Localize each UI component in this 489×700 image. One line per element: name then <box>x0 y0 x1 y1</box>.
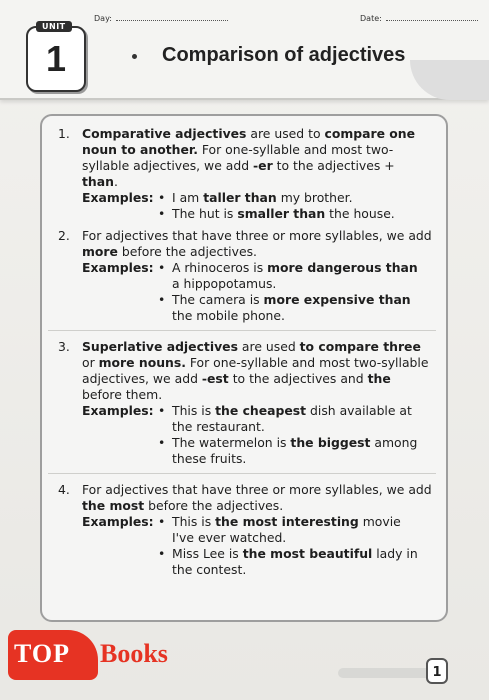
text: For adjectives that have three or more syllables, we add <box>82 482 432 497</box>
bold-text: smaller than <box>237 206 326 221</box>
examples-list <box>158 190 426 222</box>
date-field <box>360 14 478 23</box>
example-item <box>158 546 426 578</box>
bold-text: more dangerous than <box>267 260 418 275</box>
rule-number: 2. <box>58 228 70 243</box>
divider <box>48 330 436 331</box>
rule-3 <box>58 339 432 467</box>
example-item <box>158 190 426 206</box>
examples-label: Examples: <box>82 403 154 418</box>
examples <box>82 403 432 467</box>
date-label: Date: <box>360 14 382 23</box>
rule-text <box>82 339 432 403</box>
example-item <box>158 292 426 324</box>
examples-list <box>158 514 426 578</box>
bold-text: the biggest <box>290 435 371 450</box>
logo-top-block <box>8 630 98 680</box>
text: movie I've ever watched. <box>172 514 401 545</box>
rule-number: 1. <box>58 126 70 141</box>
bold-text: the most interesting <box>215 514 359 529</box>
text: the house. <box>325 206 395 221</box>
text: a hippopotamus. <box>172 276 277 291</box>
text: The hut is <box>172 206 238 221</box>
divider <box>48 473 436 474</box>
text: A rhinoceros is <box>172 260 268 275</box>
examples-label: Examples: <box>82 260 154 275</box>
topbooks-logo <box>8 630 218 680</box>
examples-list <box>158 403 426 467</box>
page-number: 1 <box>426 658 448 684</box>
bold-text: compare one noun to another. <box>82 126 416 157</box>
bold-text: the cheapest <box>215 403 307 418</box>
unit-label: UNIT <box>36 21 72 32</box>
rule-text <box>82 482 432 514</box>
logo-books-text: Books <box>100 639 168 668</box>
bold-text: Comparative adjectives <box>82 126 247 141</box>
bold-text: -er <box>253 158 273 173</box>
text: among these fruits. <box>172 435 418 466</box>
logo-top-text: TOP <box>14 639 70 668</box>
day-label: Day: <box>94 14 112 23</box>
example-item <box>158 206 426 222</box>
text: Miss Lee is <box>172 546 243 561</box>
text: are used <box>237 339 300 354</box>
examples <box>82 190 432 222</box>
date-blank <box>386 20 478 21</box>
text: before the adjectives. <box>144 498 284 513</box>
bold-text: the most <box>82 498 145 513</box>
example-item <box>158 403 426 435</box>
examples-label: Examples: <box>82 514 154 529</box>
text: or <box>82 355 99 370</box>
text: dish available at the restaurant. <box>172 403 412 434</box>
text: before them. <box>82 387 163 402</box>
text: For adjectives that have three or more syllables, we add <box>82 228 432 243</box>
bold-text: taller than <box>203 190 277 205</box>
text: to the adjectives and <box>228 371 368 386</box>
text: . <box>113 174 118 189</box>
rule-1 <box>58 126 432 222</box>
rule-4 <box>58 482 432 578</box>
examples-list <box>158 260 426 324</box>
rules-box <box>40 114 448 622</box>
example-item <box>158 260 426 292</box>
examples-label: Examples: <box>82 190 154 205</box>
examples <box>82 514 432 578</box>
text: before the adjectives. <box>117 244 257 259</box>
page-title: Comparison of adjectives <box>162 44 406 66</box>
text: This is <box>172 403 216 418</box>
text: my brother. <box>276 190 353 205</box>
text: The camera is <box>172 292 264 307</box>
rule-number: 4. <box>58 482 70 497</box>
page-number-bar <box>338 668 426 678</box>
bold-text: Superlative adjectives <box>82 339 238 354</box>
text: are used to <box>246 126 325 141</box>
unit-badge <box>26 22 86 92</box>
rule-text <box>82 126 432 190</box>
rule-number: 3. <box>58 339 70 354</box>
text: the mobile phone. <box>172 308 285 323</box>
bold-text: more nouns. <box>98 355 186 370</box>
bold-text: more expensive than <box>263 292 411 307</box>
bold-text: to compare three <box>299 339 421 354</box>
text: For one-syllable and most two-syllable adjectives, we add <box>82 142 394 173</box>
bold-text: more <box>82 244 118 259</box>
text: This is <box>172 514 216 529</box>
day-blank <box>116 20 228 21</box>
text: For one-syllable and most two-syllable adjectives, we add <box>82 355 429 386</box>
unit-number: 1 <box>45 38 67 79</box>
day-field <box>94 14 228 23</box>
example-item <box>158 514 426 546</box>
rule-2 <box>58 228 432 324</box>
bold-text: the <box>367 371 391 386</box>
bold-text: than <box>82 174 114 189</box>
text: to the adjectives + <box>272 158 395 173</box>
text: lady in the contest. <box>172 546 418 577</box>
title-bullet-icon <box>132 54 137 59</box>
text: I am <box>172 190 204 205</box>
example-item <box>158 435 426 467</box>
bold-text: the most beautiful <box>242 546 373 561</box>
rule-text <box>82 228 432 260</box>
examples <box>82 260 432 324</box>
text: The watermelon is <box>172 435 291 450</box>
bold-text: -est <box>201 371 229 386</box>
